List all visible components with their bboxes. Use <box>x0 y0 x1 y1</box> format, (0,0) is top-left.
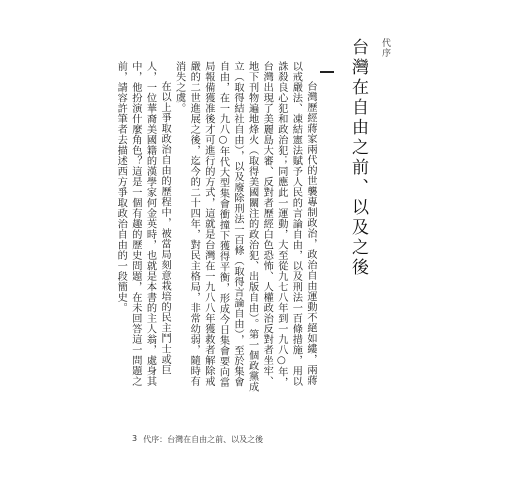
body-text <box>27 61 317 396</box>
title-rule <box>320 71 334 73</box>
chapter-title: 台灣在自由之前、以及之後 <box>348 38 368 278</box>
section-label: 代序 <box>380 38 390 58</box>
paragraph: 台灣歷經蔣家兩代的世襲專制政治，政治自由運動不絕如縷，兩蔣以戒嚴法、凍結憲法賦予人民的言論自由，以及刑法一百條措施，用以誅殺良心犯和政治犯；同應此一運動，大至從九七八年到一九八○年，台灣出現了美麗島大審、反對者歷經白色恐怖、人權政治反對者坐牢、地下刊物遍地烽火（取得美國關注的政治犯、出版自由）。第一個政黨成立（取得結社自由），以及廢除刑法一百條（取得言論自由），至於集會自由，在一九八○年代大型集會衝撞下獲得平衡，形成今日集會要向當局報備獲准後才可進行的方式，這就是台灣在一九八八年獲救者解除戒嚴的二世進展之後，迄今的二十四年，對民主格局，非常幼弱，隨時有消失之虞。 <box>173 61 316 392</box>
paragraph: 在以上爭取政治自由的歷程中，被當局刻意栽培的民主鬥士或巨人，一位華裔美國籍的漢學家何金英時，也就是本書的主人翁，處身其中，他扮演什麼角色？這是一個有趣的歷史問題，在未回答這一問題之前，請容許筆者去描述西方爭取政治自由的一段簡史。 <box>115 61 171 387</box>
chapter-header <box>346 38 392 278</box>
page-number: 3 <box>132 434 138 443</box>
page-footer <box>132 434 263 445</box>
running-title: 代序：台灣在自由之前、以及之後 <box>143 435 264 444</box>
